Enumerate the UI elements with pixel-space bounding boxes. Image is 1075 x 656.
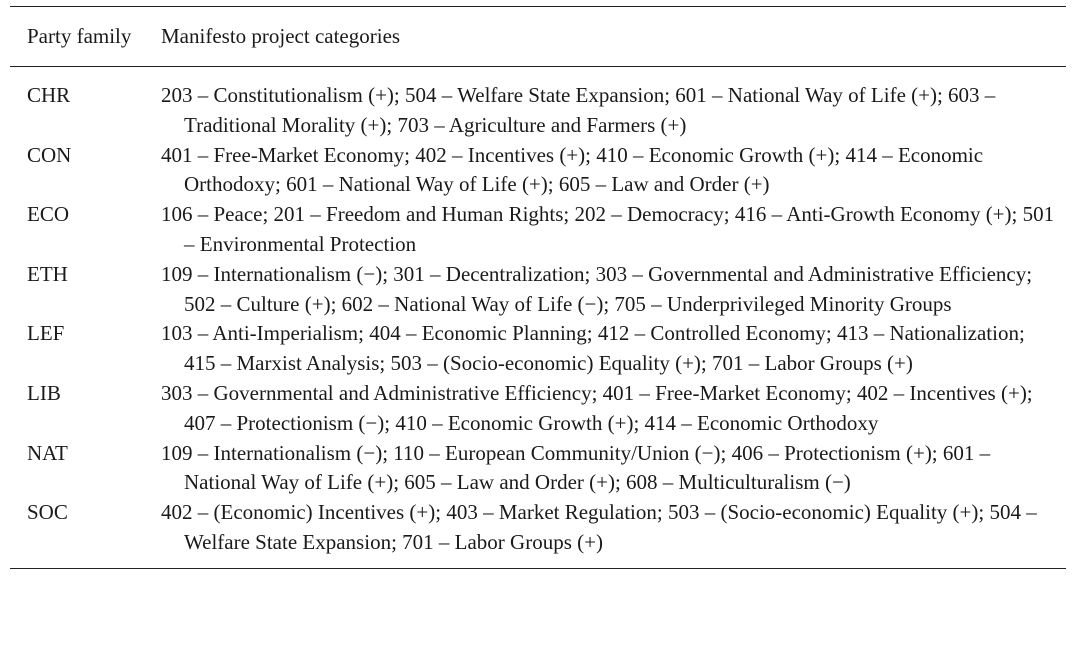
categories-cell: 109 – Internationalism (−); 301 – Decentralization; 303 – Governmental and Administrative Efficiency; 502 – Culture (+); 602 – National Way of Life (−); 705 – Underprivileged Minority Groups — [161, 261, 1033, 316]
categories-cell: 303 – Governmental and Administrative Efficiency; 401 – Free-Market Economy; 402 – Incentives (+); 407 – Protectionism (−); 410 – Economic Growth (+); 414 – Economic Orthodoxy — [161, 380, 1033, 435]
categories-cell: 402 – (Economic) Incentives (+); 403 – Market Regulation; 503 – (Socio-economic) Equality (+); 504 – Welfare State Expansion; 701 – Labor Groups (+) — [161, 500, 1037, 554]
header-categories: Manifesto project categories — [161, 24, 401, 48]
table-row — [10, 141, 1066, 201]
table-row — [10, 81, 1066, 141]
categories-cell: 103 – Anti-Imperialism; 404 – Economic Planning; 412 – Controlled Economy; 413 – Nationalization; 415 – Marxist Analysis; 503 – (Socio-economic) Equality (+); 701 – Labor Groups (+) — [161, 321, 1025, 376]
categories-cell: 203 – Constitutionalism (+); 504 – Welfare State Expansion; 601 – National Way of Life (+); 603 – Traditional Morality (+); 703 – Agriculture and Farmers (+) — [161, 83, 996, 137]
party-cell: LEF — [27, 321, 65, 346]
party-cell: ETH — [27, 261, 68, 286]
party-cell: ECO — [27, 202, 69, 227]
table-bottom-rule — [10, 568, 1066, 569]
header-party-family: Party family — [27, 24, 132, 48]
manifesto-table — [10, 6, 1066, 569]
party-cell: LIB — [27, 380, 61, 405]
categories-cell: 401 – Free-Market Economy; 402 – Incentives (+); 410 – Economic Growth (+); 414 – Economic Orthodoxy; 601 – National Way of Life (+); 605 – Law and Order (+) — [161, 142, 984, 197]
categories-cell: 106 – Peace; 201 – Freedom and Human Rights; 202 – Democracy; 416 – Anti-Growth Economy (+); 501 – Environmental Protection — [161, 202, 1055, 256]
party-cell: SOC — [27, 500, 68, 525]
table-row — [10, 379, 1066, 439]
table-row — [10, 260, 1066, 320]
party-cell: CON — [27, 142, 72, 167]
party-cell: CHR — [27, 83, 71, 107]
table-row — [10, 498, 1066, 558]
table-body — [10, 67, 1066, 568]
categories-cell: 109 – Internationalism (−); 110 – European Community/Union (−); 406 – Protectionism (+); 601 – National Way of Life (+); 605 – Law and Order (+); 608 – Multiculturalism (−) — [161, 440, 991, 495]
party-cell: NAT — [27, 440, 68, 465]
table-header-row — [10, 7, 1066, 66]
table-row — [10, 200, 1066, 260]
table-row — [10, 439, 1066, 499]
table-row — [10, 319, 1066, 379]
